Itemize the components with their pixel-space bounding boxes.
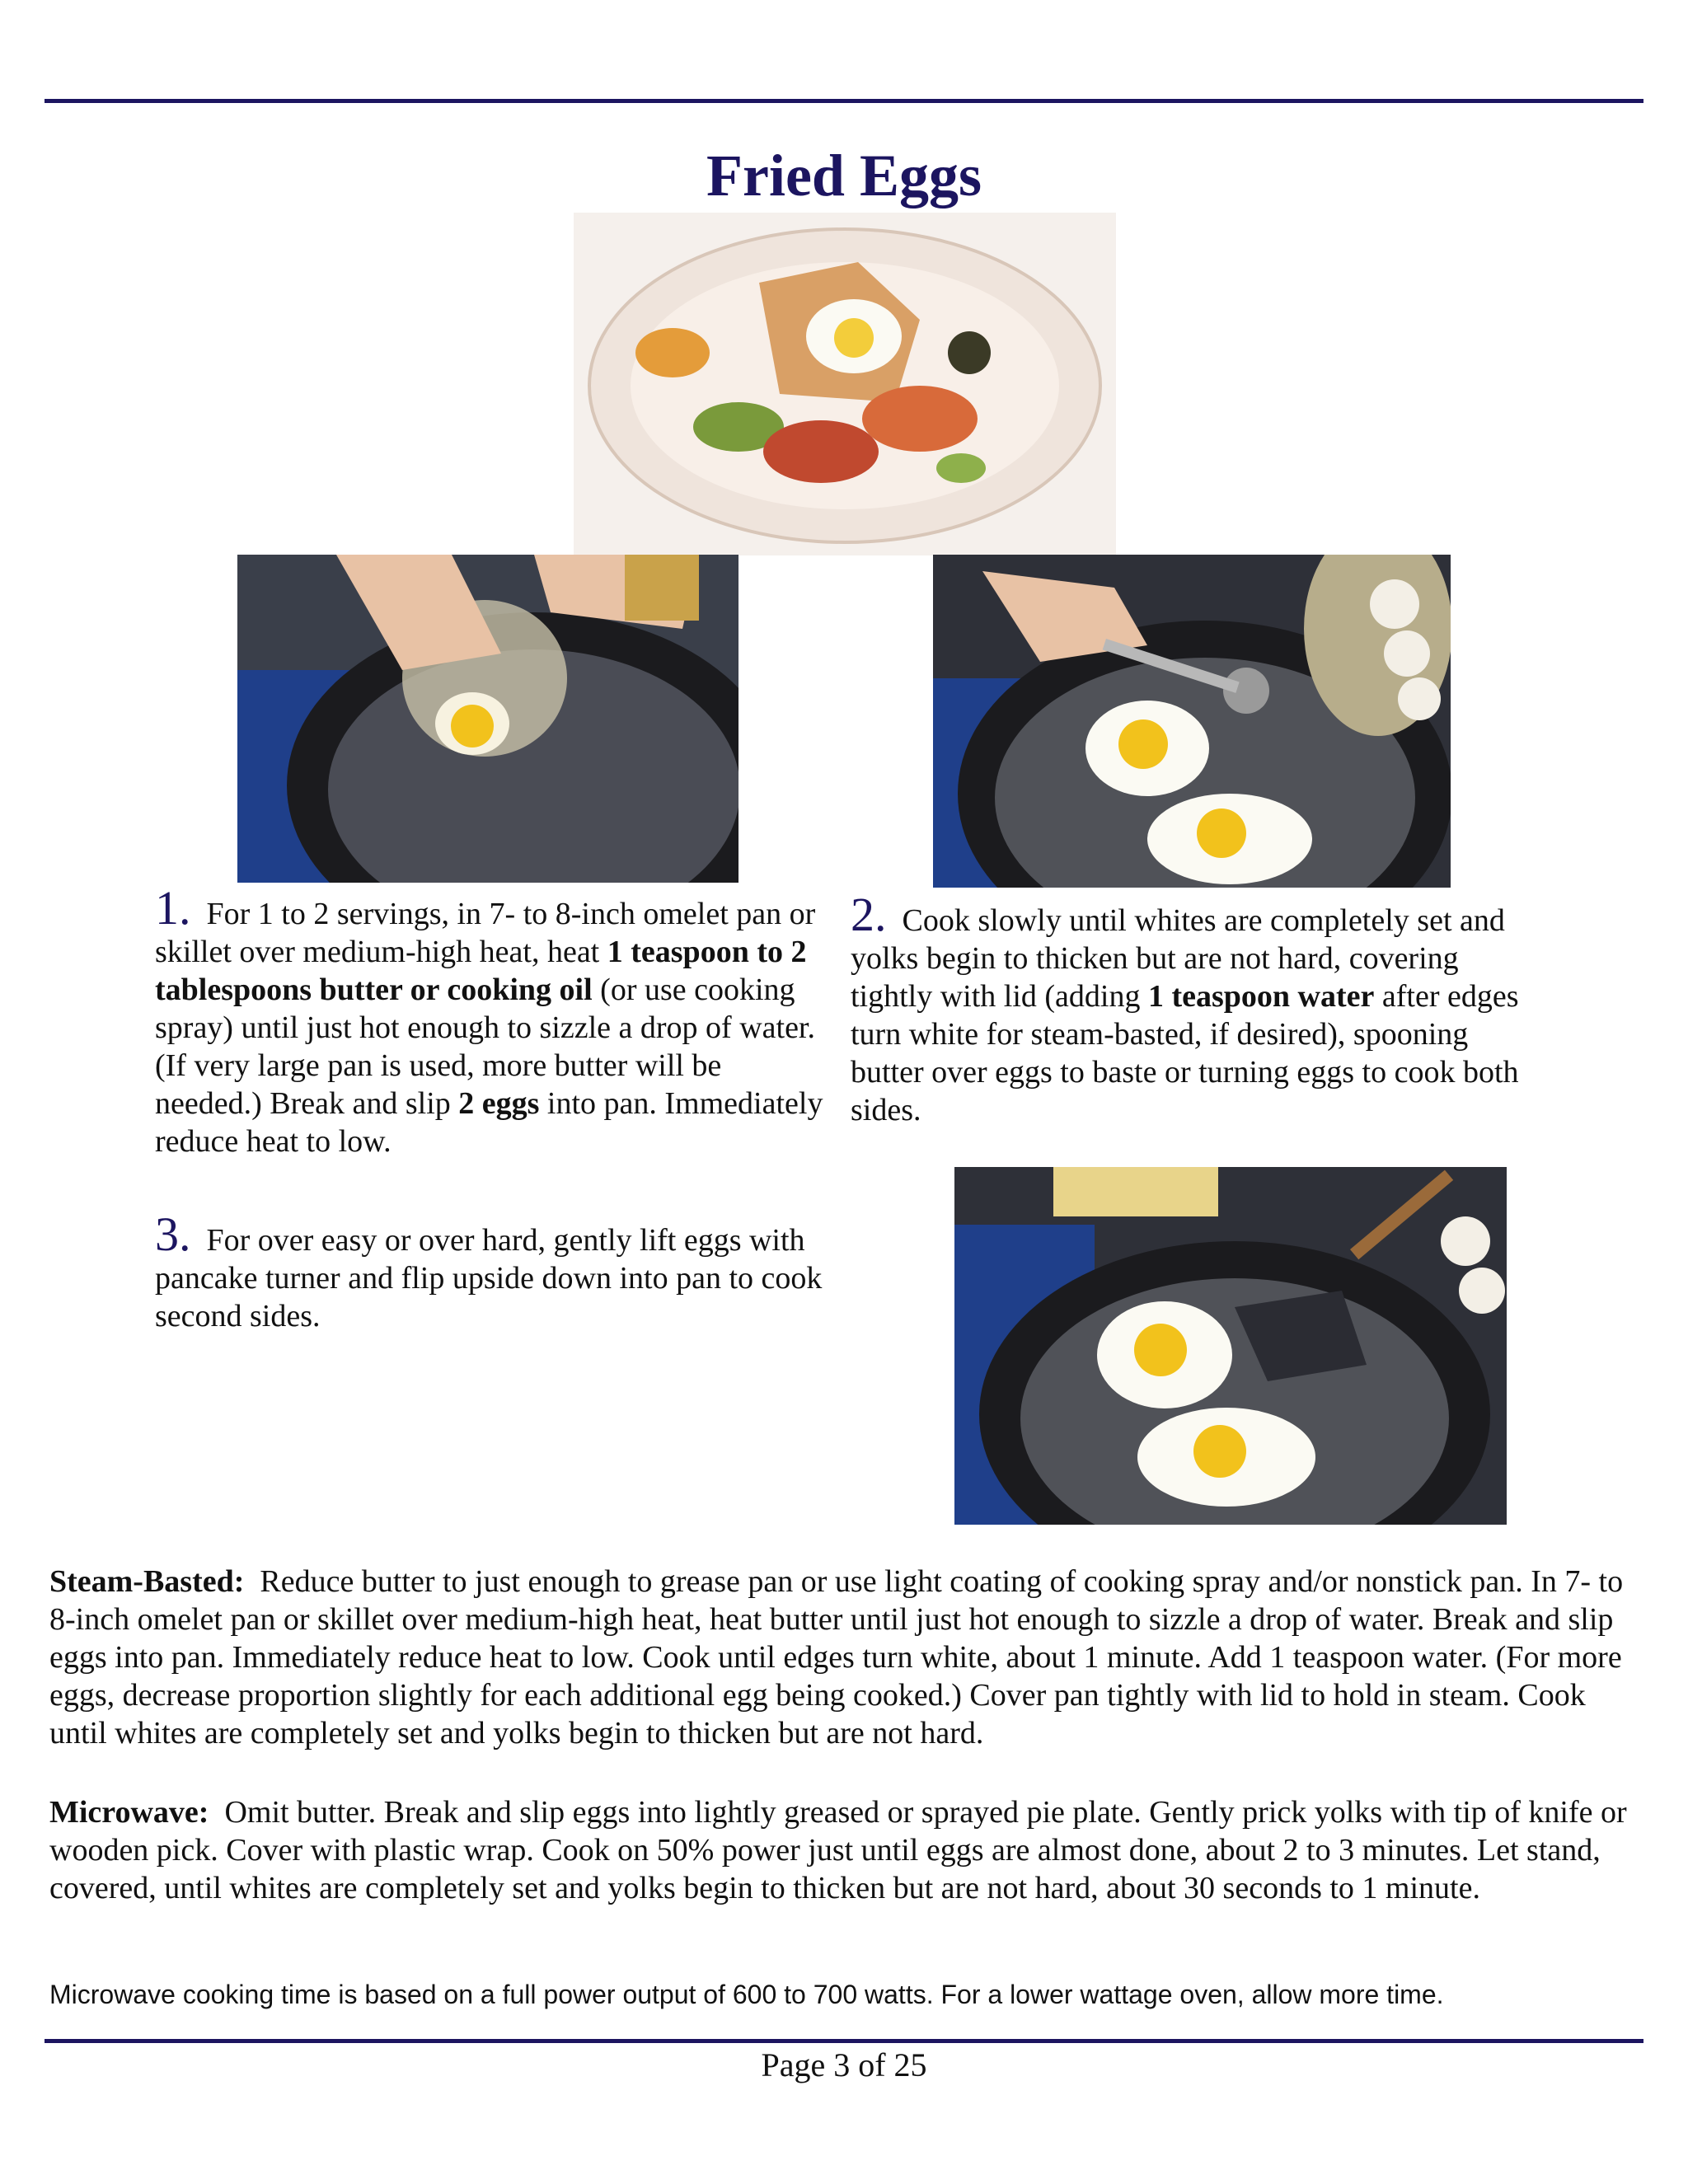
bottom-rule (45, 2039, 1643, 2043)
step-text-part: after edges turn white for steam-basted, if desired), spooning butter over eggs to baste or turning eggs to cook both sides. (851, 979, 1519, 1127)
page-title: Fried Eggs (706, 143, 982, 209)
step-number: 2. (851, 888, 887, 941)
step-text-part: For 1 to 2 servings, in 7- to 8-inch omelet pan or skillet over medium-high heat, heat (155, 897, 816, 969)
step-text-bold: 2 eggs (458, 1086, 540, 1121)
step-1-text (155, 881, 831, 1160)
microwave-section (49, 1793, 1632, 1907)
step-1-photo (237, 555, 738, 883)
step-text-part: (or use cooking spray) until just hot enough to sizzle a drop of water. (If very large pan is used, more butter will be needed.) Break and slip (155, 972, 815, 1121)
section-text: Omit butter. Break and slip eggs into lightly greased or sprayed pie plate. Gently prick yolks with tip of knife or wooden pick. Cover with plastic wrap. Cook on 50% power just until eggs are almost done, about 2 to 3 minutes. Let stand, covered, until whites are completely set and yolks begin to thicken but are not hard, about 30 seconds to 1 minute. (49, 1795, 1627, 1905)
step-text-bold: 1 teaspoon water (1147, 979, 1375, 1014)
plated-egg-photo (574, 213, 1116, 555)
step-3-text (155, 1207, 872, 1335)
step-2-photo (933, 555, 1451, 888)
step-text-bold: 1 teaspoon to 2 tablespoons butter or cooking oil (155, 935, 807, 1007)
step-number: 3. (155, 1207, 191, 1261)
step-number: 1. (155, 881, 191, 935)
top-rule (45, 99, 1643, 103)
step-text-part: For over easy or over hard, gently lift eggs with pancake turner and flip upside down into pan to cook second sides. (155, 1223, 823, 1333)
step-text-part: into pan. Immediately reduce heat to low. (155, 1086, 823, 1159)
step-2-text (851, 888, 1535, 1129)
step-3-photo (954, 1167, 1507, 1525)
step-text-part: Cook slowly until whites are completely set and yolks begin to thicken but are not hard, covering tightly with lid (adding (851, 903, 1505, 1014)
section-heading: Microwave: (49, 1795, 209, 1830)
microwave-note: Microwave cooking time is based on a full power output of 600 to 700 watts. For a lower wattage oven, allow more time. (49, 1980, 1444, 2009)
section-heading: Steam-Basted: (49, 1564, 245, 1599)
steam-basted-section (49, 1563, 1632, 1752)
page-number: Page 3 of 25 (761, 2046, 927, 2083)
section-text: Reduce butter to just enough to grease pan or use light coating of cooking spray and/or nonstick pan. In 7- to 8-inch omelet pan or skillet over medium-high heat, heat butter until just hot enough to sizzle a drop of water. Break and slip eggs into pan. Immediately reduce heat to low. Cook until edges turn white, about 1 minute. Add 1 teaspoon water. (For more eggs, decrease proportion slightly for each additional egg being cooked.) Cover pan tightly with lid to hold in steam. Cook until whites are completely set and yolks begin to thicken but are not hard. (49, 1564, 1624, 1750)
